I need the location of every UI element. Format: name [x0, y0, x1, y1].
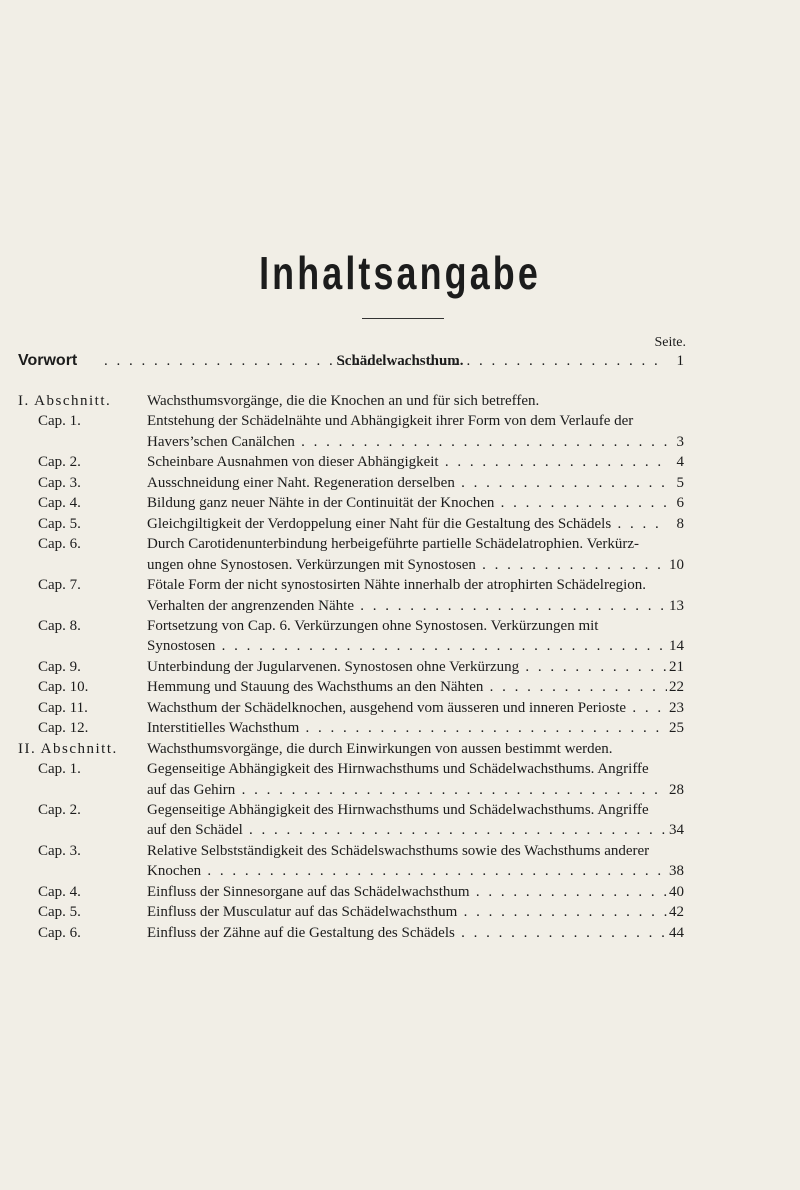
entry-text: ungen ohne Synostosen. Verkürzungen mit Synostosen . . . — [147, 555, 667, 575]
entry-label: Cap. 7. — [38, 577, 81, 593]
entry-page: 28 — [669, 782, 684, 798]
entry-text: Knochen . . . — [147, 861, 667, 881]
section-1-chapter-6-cont — [0, 555, 800, 575]
section-1-chapter-4 — [0, 493, 800, 513]
entry-label: I. Abschnitt. — [18, 393, 112, 409]
entry-label: Cap. 12. — [38, 720, 89, 736]
entry-text: Gegenseitige Abhängigkeit des Hirnwachsthums und Schädelwachsthums. Angriffe — [147, 802, 649, 818]
entry-text: Unterbindung der Jugularvenen. Synostosen ohne Verkürzung . . . — [147, 657, 667, 677]
entry-page: 42 — [669, 904, 684, 920]
entry-label: Cap. 11. — [38, 700, 88, 716]
section-1-chapter-1 — [0, 411, 800, 431]
entry-page: 10 — [669, 557, 684, 573]
entry-page: 8 — [676, 516, 684, 532]
entry-text: Einfluss der Sinnesorgane auf das Schädelwachsthum . . . — [147, 882, 667, 902]
section-1-chapter-7-cont — [0, 596, 800, 616]
page-title: Inhaltsangabe — [259, 247, 541, 299]
section-1-chapter-5 — [0, 514, 800, 534]
entry-label: Cap. 4. — [38, 884, 81, 900]
entry-label: Cap. 1. — [38, 413, 81, 429]
entry-text: Entstehung der Schädelnähte und Abhängigkeit ihrer Form von dem Verlaufe der — [147, 413, 634, 429]
entry-label: Cap. 9. — [38, 659, 81, 675]
entry-page: 23 — [669, 700, 684, 716]
entry-text: auf das Gehirn . . . — [147, 780, 667, 800]
entry-text: Relative Selbstständigkeit des Schädelswachsthums sowie des Wachsthums anderer — [147, 843, 650, 859]
entry-page: 3 — [676, 434, 684, 450]
entry-text: Ausschneidung einer Naht. Regeneration derselben . . . — [147, 473, 667, 493]
entry-label: Cap. 5. — [38, 904, 81, 920]
entry-page: 34 — [669, 822, 684, 838]
section-2-chapter-1-cont — [0, 780, 800, 800]
vorwort-page: 1 — [676, 353, 684, 369]
section-1-chapter-7 — [0, 575, 800, 595]
entry-text: Einfluss der Musculatur auf das Schädelwachsthum . . . — [147, 902, 667, 922]
section-2-chapter-4 — [0, 882, 800, 902]
entry-label: Cap. 8. — [38, 618, 81, 634]
entry-text: Durch Carotidenunterbindung herbeigeführte partielle Schädelatrophien. Verkürz- — [147, 536, 640, 552]
entry-label: Cap. 2. — [38, 802, 81, 818]
entry-text: Fötale Form der nicht synostosirten Nähte innerhalb der atrophirten Schädelregion. — [147, 577, 647, 593]
vorwort-label: Vorwort — [18, 352, 78, 369]
entry-page: 4 — [676, 454, 684, 470]
section-1-chapter-2 — [0, 452, 800, 472]
section-1-chapter-6 — [0, 534, 800, 554]
section-2-chapter-2 — [0, 800, 800, 820]
entry-label: Cap. 2. — [38, 454, 81, 470]
title-rule — [362, 318, 444, 319]
section-1-chapter-9 — [0, 657, 800, 677]
section-2-chapter-1 — [0, 759, 800, 779]
section-2-chapter-3-cont — [0, 861, 800, 881]
entry-label: Cap. 3. — [38, 475, 81, 491]
entry-page: 21 — [669, 659, 684, 675]
entry-page: 38 — [669, 863, 684, 879]
section-heading: Schädelwachsthum. — [336, 353, 464, 369]
section-1-chapter-11 — [0, 698, 800, 718]
entry-text: Einfluss der Zähne auf die Gestaltung des Schädels . . . — [147, 923, 667, 943]
entry-label: Cap. 1. — [38, 761, 81, 777]
section-1-chapter-1-cont — [0, 432, 800, 452]
entry-text: Fortsetzung von Cap. 6. Verkürzungen ohne Synostosen. Verkürzungen mit — [147, 618, 599, 634]
entry-text: Wachsthumsvorgänge, die die Knochen an und für sich betreffen. — [147, 393, 540, 409]
section-1-heading — [0, 391, 800, 411]
section-2-chapter-5 — [0, 902, 800, 922]
section-2-chapter-6 — [0, 923, 800, 943]
entry-text: Bildung ganz neuer Nähte in der Continuität der Knochen . . . — [147, 493, 667, 513]
section-1-chapter-10 — [0, 677, 800, 697]
entry-text: Havers’schen Canälchen . . . — [147, 432, 667, 452]
entry-text: Wachsthumsvorgänge, die durch Einwirkungen von aussen bestimmt werden. — [147, 741, 613, 757]
entry-text: Scheinbare Ausnahmen von dieser Abhängigkeit . . . — [147, 452, 667, 472]
entry-text: auf den Schädel . . . — [147, 820, 667, 840]
entry-label: Cap. 6. — [38, 925, 81, 941]
section-1-chapter-12 — [0, 718, 800, 738]
section-1-chapter-3 — [0, 473, 800, 493]
entry-text: Gegenseitige Abhängigkeit des Hirnwachsthums und Schädelwachsthums. Angriffe — [147, 761, 649, 777]
seite-header: Seite. — [654, 335, 686, 350]
section-2-heading — [0, 739, 800, 759]
entry-page: 14 — [669, 638, 684, 654]
entry-text: Interstitielles Wachsthum . . . — [147, 718, 667, 738]
section-1-chapter-8-cont — [0, 636, 800, 656]
entry-label: Cap. 10. — [38, 679, 89, 695]
entry-text: Wachsthum der Schädelknochen, ausgehend vom äusseren und inneren Perioste . . . — [147, 698, 667, 718]
entry-page: 6 — [676, 495, 684, 511]
section-1-chapter-8 — [0, 616, 800, 636]
entry-label: Cap. 4. — [38, 495, 81, 511]
entry-label: Cap. 5. — [38, 516, 81, 532]
entry-page: 13 — [669, 598, 684, 614]
section-2-chapter-3 — [0, 841, 800, 861]
entry-page: 22 — [669, 679, 684, 695]
entry-page: 25 — [669, 720, 684, 736]
section-2-chapter-2-cont — [0, 820, 800, 840]
entry-label: II. Abschnitt. — [18, 741, 118, 757]
entry-page: 5 — [676, 475, 684, 491]
entry-text: Gleichgiltigkeit der Verdoppelung einer Naht für die Gestaltung des Schädels . . . — [147, 514, 667, 534]
entry-page: 40 — [669, 884, 684, 900]
entry-text: Verhalten der angrenzenden Nähte . . . — [147, 596, 667, 616]
entry-text: Hemmung und Stauung des Wachsthums an den Nähten . . . — [147, 677, 667, 697]
entry-label: Cap. 3. — [38, 843, 81, 859]
entry-page: 44 — [669, 925, 684, 941]
entry-label: Cap. 6. — [38, 536, 81, 552]
entry-text: Synostosen . . . — [147, 636, 667, 656]
